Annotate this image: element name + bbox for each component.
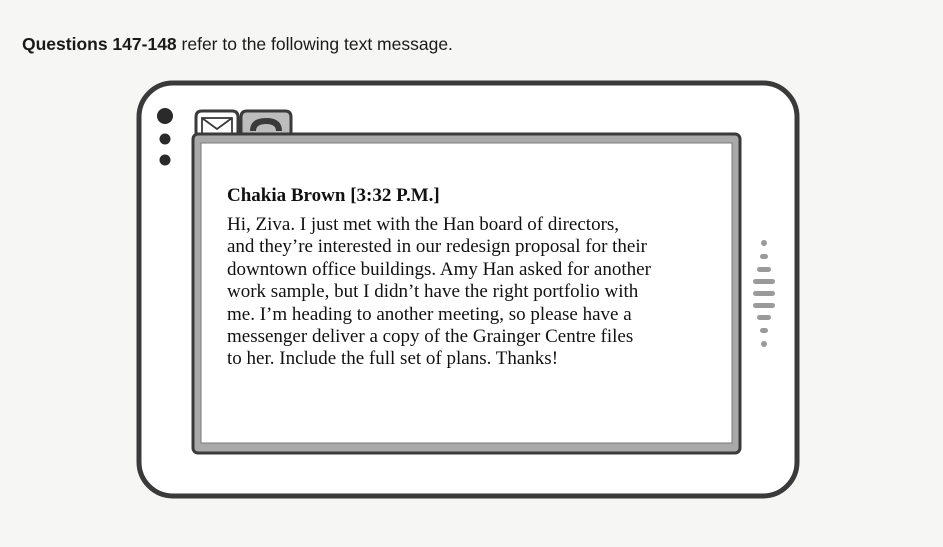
- message-line: to her. Include the full set of plans. Thanks!: [227, 348, 559, 370]
- message-line: me. I’m heading to another meeting, so please have a: [227, 303, 632, 325]
- text-message: [227, 184, 717, 371]
- message-line: downtown office buildings. Amy Han asked for another: [227, 258, 651, 280]
- question-numbers: Questions 147-148: [22, 34, 177, 54]
- message-line: Hi, Ziva. I just met with the Han board of directors,: [227, 214, 620, 235]
- sender-name: Chakia Brown: [227, 185, 346, 206]
- message-time: [3:32 P.M.]: [350, 185, 440, 206]
- envelope-icon: [196, 111, 238, 136]
- instruction-text: refer to the following text message.: [181, 34, 453, 54]
- message-line: work sample, but I didn’t have the right portfolio with: [227, 281, 639, 303]
- message-header: [227, 184, 717, 208]
- message-line: and they’re interested in our redesign proposal for their: [227, 236, 647, 258]
- phone-icon: [241, 111, 291, 136]
- message-body: [227, 214, 717, 371]
- message-line: messenger deliver a copy of the Grainger Centre files: [227, 326, 634, 348]
